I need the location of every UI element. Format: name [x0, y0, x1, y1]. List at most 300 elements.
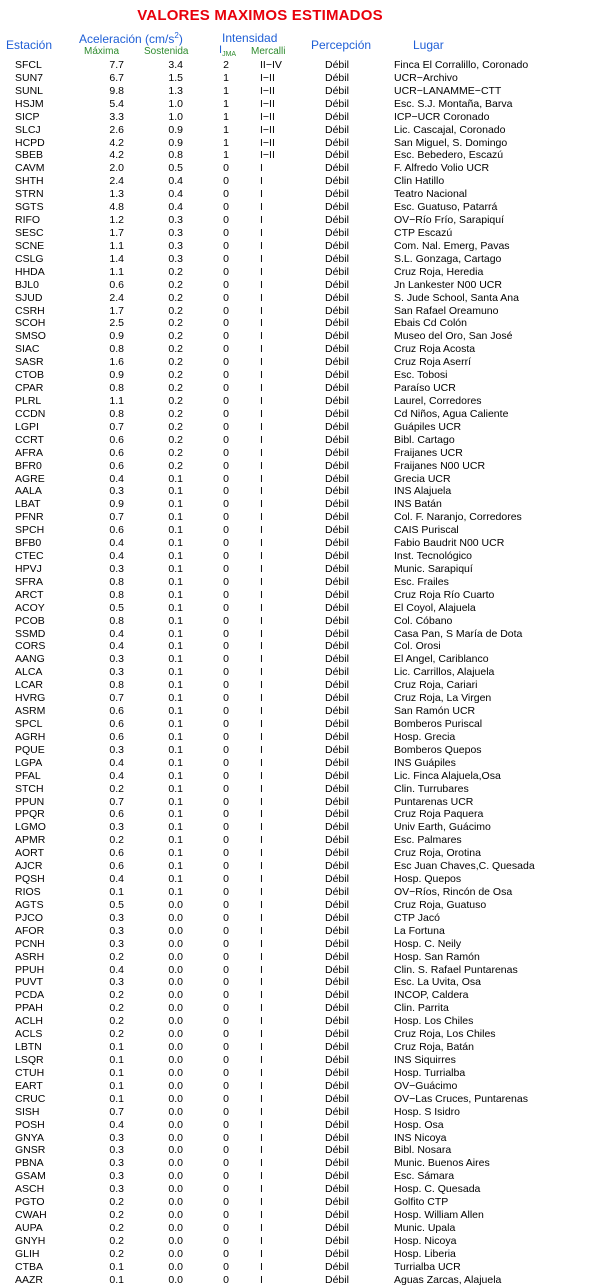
mercalli-intensity: I	[260, 743, 263, 756]
station-code: LGMO	[15, 821, 46, 834]
perception: Débil	[325, 472, 349, 485]
mercalli-intensity: I	[260, 730, 263, 743]
station-code: GNYH	[15, 1234, 46, 1247]
jma-intensity: 0	[223, 627, 229, 640]
max-acceleration: 6.7	[109, 71, 124, 84]
max-acceleration: 0.6	[109, 433, 124, 446]
max-acceleration: 0.3	[109, 666, 124, 679]
sustained-acceleration: 0.1	[168, 666, 183, 679]
perception: Débil	[325, 1221, 349, 1234]
table-row	[0, 279, 590, 292]
perception: Débil	[325, 911, 349, 924]
station-code: ASCH	[15, 1183, 45, 1196]
station-code: SPCL	[15, 718, 43, 731]
jma-intensity: 0	[223, 252, 229, 265]
jma-intensity: 1	[223, 136, 229, 149]
location: Col. F. Naranjo, Corredores	[394, 511, 522, 524]
perception: Débil	[325, 614, 349, 627]
station-code: SESC	[15, 226, 44, 239]
sustained-acceleration: 0.1	[168, 795, 183, 808]
mercalli-intensity: I	[260, 1041, 263, 1054]
mercalli-intensity: I	[260, 485, 263, 498]
station-code: CPAR	[15, 382, 44, 395]
location: INS Batán	[394, 498, 442, 511]
mercalli-intensity: I	[260, 640, 263, 653]
station-code: SICP	[15, 110, 40, 123]
mercalli-intensity: I	[260, 188, 263, 201]
max-acceleration: 0.5	[109, 898, 124, 911]
sustained-acceleration: 0.1	[168, 743, 183, 756]
table-row	[0, 524, 590, 537]
sustained-acceleration: 0.4	[168, 201, 183, 214]
table-row	[0, 162, 590, 175]
max-acceleration: 0.7	[109, 511, 124, 524]
perception: Débil	[325, 743, 349, 756]
table-row	[0, 808, 590, 821]
max-acceleration: 3.3	[109, 110, 124, 123]
max-acceleration: 1.7	[109, 304, 124, 317]
mercalli-intensity: I	[260, 214, 263, 227]
table-row	[0, 1157, 590, 1170]
perception: Débil	[325, 485, 349, 498]
jma-intensity: 0	[223, 1234, 229, 1247]
perception: Débil	[325, 162, 349, 175]
max-acceleration: 0.3	[109, 653, 124, 666]
header-aceleracion	[79, 31, 183, 46]
location: S. Jude School, Santa Ana	[394, 291, 519, 304]
mercalli-intensity: I	[260, 575, 263, 588]
location: Grecia UCR	[394, 472, 451, 485]
jma-intensity: 0	[223, 175, 229, 188]
sustained-acceleration: 0.0	[168, 1260, 183, 1273]
table-row	[0, 989, 590, 1002]
mercalli-intensity: I	[260, 1183, 263, 1196]
location: Casa Pan, S María de Dota	[394, 627, 523, 640]
station-code: PCOB	[15, 614, 45, 627]
max-acceleration: 0.3	[109, 937, 124, 950]
mercalli-intensity: I	[260, 1053, 263, 1066]
jma-intensity: 1	[223, 97, 229, 110]
table-row	[0, 847, 590, 860]
station-code: PPAH	[15, 1002, 43, 1015]
location: ICP−UCR Coronado	[394, 110, 490, 123]
perception: Débil	[325, 239, 349, 252]
max-acceleration: 0.6	[109, 847, 124, 860]
jma-intensity: 0	[223, 201, 229, 214]
sustained-acceleration: 0.0	[168, 1209, 183, 1222]
station-code: CSRH	[15, 304, 45, 317]
jma-intensity: 0	[223, 860, 229, 873]
station-code: AALA	[15, 485, 42, 498]
max-acceleration: 7.7	[109, 59, 124, 71]
station-code: SHTH	[15, 175, 44, 188]
table-row	[0, 175, 590, 188]
perception: Débil	[325, 149, 349, 162]
table-row	[0, 576, 590, 589]
mercalli-intensity: I	[260, 1234, 263, 1247]
table-row	[0, 266, 590, 279]
header-ijma	[219, 44, 236, 58]
location: Clin. Parrita	[394, 1002, 449, 1015]
sustained-acceleration: 0.0	[168, 1041, 183, 1054]
perception: Débil	[325, 1157, 349, 1170]
table-row	[0, 240, 590, 253]
table-row	[0, 925, 590, 938]
location: Hosp. C. Neily	[394, 937, 462, 950]
perception: Débil	[325, 756, 349, 769]
station-code: CSLG	[15, 252, 44, 265]
location: Guápiles UCR	[394, 420, 462, 433]
max-acceleration: 0.3	[109, 1144, 124, 1157]
perception: Débil	[325, 1028, 349, 1041]
jma-intensity: 0	[223, 226, 229, 239]
sustained-acceleration: 0.1	[168, 640, 183, 653]
table-row	[0, 705, 590, 718]
mercalli-intensity: I	[260, 278, 263, 291]
max-acceleration: 4.8	[109, 201, 124, 214]
mercalli-intensity: I	[260, 1273, 263, 1286]
max-acceleration: 2.4	[109, 291, 124, 304]
table-row	[0, 938, 590, 951]
jma-intensity: 0	[223, 537, 229, 550]
jma-intensity: 0	[223, 420, 229, 433]
location: San Miguel, S. Domingo	[394, 136, 508, 149]
table-row	[0, 640, 590, 653]
sustained-acceleration: 0.2	[168, 317, 183, 330]
max-acceleration: 0.8	[109, 407, 124, 420]
sustained-acceleration: 0.0	[168, 963, 183, 976]
location: Museo del Oro, San José	[394, 330, 513, 343]
station-code: HHDA	[15, 265, 45, 278]
table-row	[0, 85, 590, 98]
max-acceleration: 0.2	[109, 1196, 124, 1209]
sustained-acceleration: 0.0	[168, 1144, 183, 1157]
station-code: STCH	[15, 782, 44, 795]
station-code: AUPA	[15, 1221, 43, 1234]
jma-intensity: 0	[223, 601, 229, 614]
location: Cruz Roja, La Virgen	[394, 692, 492, 705]
sustained-acceleration: 0.1	[168, 627, 183, 640]
mercalli-intensity: I	[260, 1118, 263, 1131]
perception: Débil	[325, 343, 349, 356]
sustained-acceleration: 0.1	[168, 782, 183, 795]
table-row	[0, 1183, 590, 1196]
jma-intensity: 0	[223, 382, 229, 395]
jma-intensity: 2	[223, 59, 229, 71]
table-row	[0, 602, 590, 615]
location: Cruz Roja, Heredia	[394, 265, 484, 278]
station-code: AJCR	[15, 860, 43, 873]
perception: Débil	[325, 265, 349, 278]
max-acceleration: 0.3	[109, 1157, 124, 1170]
sustained-acceleration: 0.1	[168, 511, 183, 524]
jma-intensity: 0	[223, 394, 229, 407]
location: La Fortuna	[394, 924, 445, 937]
station-code: SBEB	[15, 149, 44, 162]
location: Bomberos Puriscal	[394, 718, 483, 731]
sustained-acceleration: 0.0	[168, 1273, 183, 1286]
location: Esc. Frailes	[394, 575, 449, 588]
jma-intensity: 0	[223, 743, 229, 756]
mercalli-intensity: I	[260, 1105, 263, 1118]
mercalli-intensity: I	[260, 601, 263, 614]
location: Cruz Roja, Orotina	[394, 847, 481, 860]
perception: Débil	[325, 214, 349, 227]
max-acceleration: 0.3	[109, 924, 124, 937]
table-row	[0, 253, 590, 266]
table-row	[0, 653, 590, 666]
mercalli-intensity: I−II	[260, 71, 275, 84]
mercalli-intensity: I	[260, 718, 263, 731]
station-code: CCDN	[15, 407, 46, 420]
table-row	[0, 1080, 590, 1093]
max-acceleration: 0.4	[109, 537, 124, 550]
perception: Débil	[325, 963, 349, 976]
station-code: PGTO	[15, 1196, 45, 1209]
location: Bomberos Quepos	[394, 743, 482, 756]
sustained-acceleration: 0.0	[168, 911, 183, 924]
table-row	[0, 356, 590, 369]
location: Esc. Bebedero, Escazú	[394, 149, 504, 162]
location: Hosp. Osa	[394, 1118, 444, 1131]
station-code: PPUN	[15, 795, 45, 808]
perception: Débil	[325, 1183, 349, 1196]
perception: Débil	[325, 1196, 349, 1209]
table-row	[0, 964, 590, 977]
jma-intensity: 0	[223, 730, 229, 743]
max-acceleration: 0.4	[109, 756, 124, 769]
station-code: SCNE	[15, 239, 45, 252]
table-row	[0, 1002, 590, 1015]
location: Hosp. Grecia	[394, 730, 456, 743]
station-code: CORS	[15, 640, 46, 653]
jma-intensity: 0	[223, 343, 229, 356]
perception: Débil	[325, 188, 349, 201]
max-acceleration: 0.1	[109, 1079, 124, 1092]
jma-intensity: 0	[223, 1170, 229, 1183]
station-code: LBTN	[15, 1041, 42, 1054]
jma-intensity: 0	[223, 937, 229, 950]
perception: Débil	[325, 278, 349, 291]
perception: Débil	[325, 808, 349, 821]
location: Esc Juan Chaves,C. Quesada	[394, 860, 535, 873]
jma-intensity: 0	[223, 524, 229, 537]
perception: Débil	[325, 1118, 349, 1131]
mercalli-intensity: I	[260, 1092, 263, 1105]
mercalli-intensity: I	[260, 782, 263, 795]
location: Jn Lankester N00 UCR	[394, 278, 502, 291]
location: CTP Jacó	[394, 911, 440, 924]
perception: Débil	[325, 575, 349, 588]
station-code: SASR	[15, 356, 44, 369]
jma-intensity: 0	[223, 1273, 229, 1286]
table-row	[0, 1144, 590, 1157]
table-row	[0, 473, 590, 486]
jma-intensity: 0	[223, 989, 229, 1002]
station-code: SMSO	[15, 330, 46, 343]
location: Com. Nal. Emerg, Pavas	[394, 239, 510, 252]
mercalli-intensity: I	[260, 1079, 263, 1092]
station-code: POSH	[15, 1118, 45, 1131]
perception: Débil	[325, 588, 349, 601]
station-code: CAVM	[15, 162, 45, 175]
mercalli-intensity: I	[260, 898, 263, 911]
table-row	[0, 421, 590, 434]
sustained-acceleration: 0.0	[168, 1079, 183, 1092]
jma-intensity: 0	[223, 705, 229, 718]
max-acceleration: 1.6	[109, 356, 124, 369]
mercalli-intensity: I	[260, 1028, 263, 1041]
sustained-acceleration: 0.3	[168, 214, 183, 227]
jma-intensity: 0	[223, 369, 229, 382]
location: Col. Cóbano	[394, 614, 453, 627]
perception: Débil	[325, 1041, 349, 1054]
perception: Débil	[325, 834, 349, 847]
max-acceleration: 0.6	[109, 524, 124, 537]
table-row	[0, 447, 590, 460]
jma-intensity: 0	[223, 356, 229, 369]
max-acceleration: 0.9	[109, 498, 124, 511]
location: Hosp. Liberia	[394, 1247, 456, 1260]
jma-intensity: 0	[223, 1221, 229, 1234]
max-acceleration: 1.1	[109, 239, 124, 252]
mercalli-intensity: I	[260, 498, 263, 511]
table-row	[0, 550, 590, 563]
sustained-acceleration: 0.1	[168, 860, 183, 873]
sustained-acceleration: 0.1	[168, 821, 183, 834]
mercalli-intensity: I−II	[260, 136, 275, 149]
table-row	[0, 1196, 590, 1209]
station-code: AANG	[15, 653, 45, 666]
sustained-acceleration: 0.1	[168, 601, 183, 614]
jma-intensity: 0	[223, 679, 229, 692]
sustained-acceleration: 0.1	[168, 653, 183, 666]
perception: Débil	[325, 304, 349, 317]
station-code: CTEC	[15, 550, 44, 563]
table-row	[0, 1248, 590, 1261]
perception: Débil	[325, 317, 349, 330]
sustained-acceleration: 0.1	[168, 614, 183, 627]
table-row	[0, 124, 590, 137]
max-acceleration: 1.1	[109, 265, 124, 278]
location: Teatro Nacional	[394, 188, 467, 201]
table-row	[0, 589, 590, 602]
location: INS Siquirres	[394, 1053, 456, 1066]
mercalli-intensity: I	[260, 937, 263, 950]
max-acceleration: 4.2	[109, 136, 124, 149]
perception: Débil	[325, 446, 349, 459]
sustained-acceleration: 0.1	[168, 575, 183, 588]
mercalli-intensity: I	[260, 343, 263, 356]
table-row	[0, 692, 590, 705]
sustained-acceleration: 0.0	[168, 1015, 183, 1028]
mercalli-intensity: I	[260, 873, 263, 886]
sustained-acceleration: 0.8	[168, 149, 183, 162]
header-aceleracion-exponent: 2	[174, 31, 179, 40]
mercalli-intensity: I	[260, 769, 263, 782]
max-acceleration: 0.3	[109, 1170, 124, 1183]
jma-intensity: 0	[223, 1015, 229, 1028]
max-acceleration: 0.6	[109, 278, 124, 291]
station-code: BJL0	[15, 278, 39, 291]
jma-intensity: 0	[223, 911, 229, 924]
station-code: SIAC	[15, 343, 40, 356]
location: INS Guápiles	[394, 756, 456, 769]
max-acceleration: 0.2	[109, 834, 124, 847]
jma-intensity: 0	[223, 498, 229, 511]
sustained-acceleration: 0.2	[168, 446, 183, 459]
table-row	[0, 1209, 590, 1222]
jma-intensity: 0	[223, 485, 229, 498]
location: INS Alajuela	[394, 485, 452, 498]
perception: Débil	[325, 110, 349, 123]
table-row	[0, 201, 590, 214]
jma-intensity: 0	[223, 459, 229, 472]
sustained-acceleration: 0.0	[168, 1131, 183, 1144]
table-row	[0, 149, 590, 162]
table-row	[0, 460, 590, 473]
location: Col. Orosi	[394, 640, 441, 653]
jma-intensity: 0	[223, 433, 229, 446]
jma-intensity: 0	[223, 653, 229, 666]
jma-intensity: 0	[223, 847, 229, 860]
jma-intensity: 0	[223, 1196, 229, 1209]
jma-intensity: 0	[223, 214, 229, 227]
sustained-acceleration: 0.0	[168, 1170, 183, 1183]
perception: Débil	[325, 718, 349, 731]
location: Esc. La Uvita, Osa	[394, 976, 481, 989]
sustained-acceleration: 0.2	[168, 459, 183, 472]
jma-intensity: 0	[223, 330, 229, 343]
mercalli-intensity: I	[260, 679, 263, 692]
table-row	[0, 886, 590, 899]
sustained-acceleration: 0.0	[168, 898, 183, 911]
perception: Débil	[325, 795, 349, 808]
perception: Débil	[325, 640, 349, 653]
table-row	[0, 1132, 590, 1145]
sustained-acceleration: 1.0	[168, 97, 183, 110]
mercalli-intensity: I	[260, 1002, 263, 1015]
sustained-acceleration: 0.0	[168, 1066, 183, 1079]
perception: Débil	[325, 252, 349, 265]
location: F. Alfredo Volio UCR	[394, 162, 490, 175]
perception: Débil	[325, 524, 349, 537]
location: CAIS Puriscal	[394, 524, 459, 537]
table-row	[0, 395, 590, 408]
jma-intensity: 0	[223, 808, 229, 821]
mercalli-intensity: I	[260, 1015, 263, 1028]
mercalli-intensity: I	[260, 162, 263, 175]
jma-intensity: 0	[223, 640, 229, 653]
sustained-acceleration: 0.3	[168, 239, 183, 252]
max-acceleration: 1.4	[109, 252, 124, 265]
station-code: SCOH	[15, 317, 46, 330]
header-estacion: Estación	[6, 38, 53, 52]
sustained-acceleration: 0.0	[168, 1157, 183, 1170]
location: Cruz Roja, Los Chiles	[394, 1028, 496, 1041]
location: Esc. Palmares	[394, 834, 462, 847]
sustained-acceleration: 0.2	[168, 304, 183, 317]
max-acceleration: 0.6	[109, 459, 124, 472]
perception: Débil	[325, 382, 349, 395]
mercalli-intensity: I	[260, 950, 263, 963]
table-row	[0, 860, 590, 873]
jma-intensity: 0	[223, 239, 229, 252]
sustained-acceleration: 0.1	[168, 705, 183, 718]
location: Inst. Tecnológico	[394, 550, 473, 563]
sustained-acceleration: 1.0	[168, 110, 183, 123]
max-acceleration: 0.2	[109, 1002, 124, 1015]
